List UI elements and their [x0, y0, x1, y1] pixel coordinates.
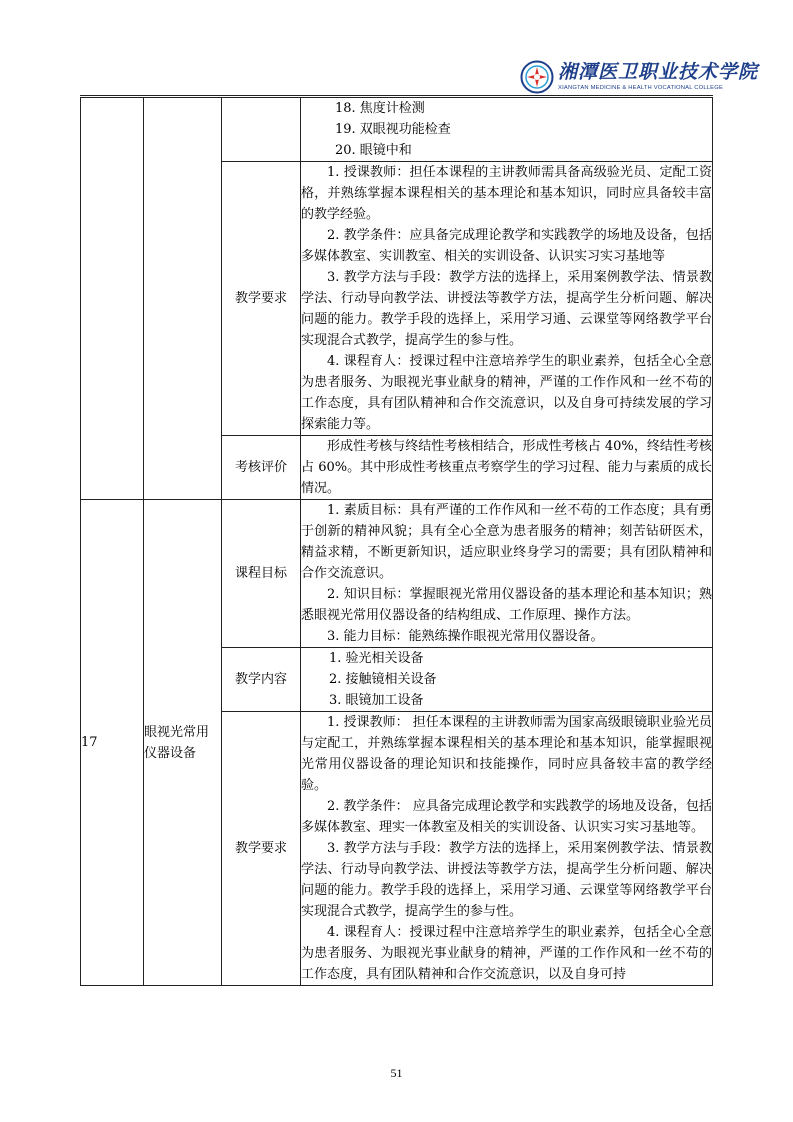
- school-name-en: XIANGTAN MEDICINE & HEALTH VOCATIONAL COLLEGE: [558, 85, 724, 91]
- table-row: [81, 98, 713, 162]
- list-item: 19. 双眼视功能检查: [335, 122, 451, 137]
- goal-item: 1. 素质目标：具有严谨的工作作风和一丝不苟的工作态度；具有勇于创新的精神风貌；具有全心全意为患者服务的精神；刻苦钻研医术，精益求精，不断更新知识，适应职业终身学习的需要；具有团队精神和合作交流意识。: [301, 503, 712, 581]
- list-item: 1. 验光相关设备: [329, 651, 424, 666]
- list-item: 2. 接触镜相关设备: [329, 672, 437, 687]
- school-emblem-icon: [520, 60, 554, 94]
- school-name-cn: 湘潭医卫职业技术学院: [558, 61, 759, 83]
- goal-item: 2. 知识目标：掌握眼视光常用仪器设备的基本理论和基本知识；熟悉眼视光常用仪器设备的结构组成、工作原理、操作方法。: [301, 587, 712, 623]
- teaching-req-cell: [301, 162, 713, 436]
- course-name: 眼视光常用仪器设备: [144, 500, 222, 986]
- prev-content-label-cell: [222, 98, 301, 162]
- table-row: [81, 500, 713, 648]
- teaching-req-item: 2. 教学条件：应具备完成理论教学和实践教学的场地及设备，包括多媒体教室、实训教室、相关的实训设备、认识实习实习基地等: [301, 228, 712, 264]
- goals-cell: [301, 500, 713, 648]
- school-logo: [520, 60, 759, 96]
- assessment-text: 形成性考核与终结性考核相结合，形成性考核占 40%，终结性考核占 60%。其中形成性考核重点考察学生的学习过程、能力与素质的成长情况。: [301, 439, 712, 496]
- teaching-req-item: 4. 课程育人：授课过程中注意培养学生的职业素养，包括全心全意为患者服务、为眼视光事业献身的精神，严谨的工作作风和一丝不苟的工作态度，具有团队精神和合作交流意识，以及自身可持: [301, 925, 712, 982]
- prev-name-cell: [144, 98, 222, 500]
- teaching-req-item: 1. 授课教师：担任本课程的主讲教师需具备高级验光员、定配工资格，并熟练掌握本课程相关的基本理论和基本知识，同时应具备较丰富的教学经验。: [301, 165, 712, 222]
- list-item: 18. 焦度计检测: [335, 101, 425, 116]
- content-label: 教学内容: [222, 648, 301, 712]
- course-table: [80, 97, 713, 986]
- list-item: 20. 眼镜中和: [335, 143, 412, 158]
- prev-content-cell: [301, 98, 713, 162]
- header-divider: [80, 95, 713, 96]
- teaching-req-item: 1. 授课教师： 担任本课程的主讲教师需为国家高级眼镜职业验光员与定配工，并熟练掌握本课程相关的基本理论和基本知识，能掌握眼视光常用仪器设备的理论知识和技能操作，同时应具备较丰富的教学经验。: [301, 715, 712, 793]
- teaching-req-cell: [301, 712, 713, 986]
- assessment-label: 考核评价: [222, 436, 301, 500]
- page-number: 51: [390, 1066, 403, 1080]
- prev-number-cell: [81, 98, 144, 500]
- teaching-req-label: 教学要求: [222, 712, 301, 986]
- teaching-req-item: 2. 教学条件： 应具备完成理论教学和实践教学的场地及设备，包括多媒体教室、理实一体教室及相关的实训设备、认识实习实习基地等。: [301, 799, 712, 835]
- teaching-req-item: 4. 课程育人：授课过程中注意培养学生的职业素养，包括全心全意为患者服务、为眼视光事业献身的精神，严谨的工作作风和一丝不苟的工作态度，具有团队精神和合作交流意识，以及自身可持续发展的学习探索能力等。: [301, 354, 712, 432]
- teaching-req-item: 3. 教学方法与手段：教学方法的选择上，采用案例教学法、情景教学法、行动导向教学法、讲授法等教学方法，提高学生分析问题、解决问题的能力。教学手段的选择上，采用学习通、云课堂等网络教学平台实现混合式教学，提高学生的参与性。: [301, 841, 712, 919]
- list-item: 3. 眼镜加工设备: [329, 693, 424, 708]
- goal-item: 3. 能力目标：能熟练操作眼视光常用仪器设备。: [327, 629, 604, 644]
- teaching-req-item: 3. 教学方法与手段：教学方法的选择上，采用案例教学法、情景教学法、行动导向教学法、讲授法等教学方法，提高学生分析问题、解决问题的能力。教学手段的选择上，采用学习通、云课堂等网络教学平台实现混合式教学，提高学生的参与性。: [301, 270, 712, 348]
- teaching-req-label: 教学要求: [222, 162, 301, 436]
- course-number: 17: [81, 500, 144, 986]
- content-cell: [301, 648, 713, 712]
- assessment-cell: [301, 436, 713, 500]
- goals-label: 课程目标: [222, 500, 301, 648]
